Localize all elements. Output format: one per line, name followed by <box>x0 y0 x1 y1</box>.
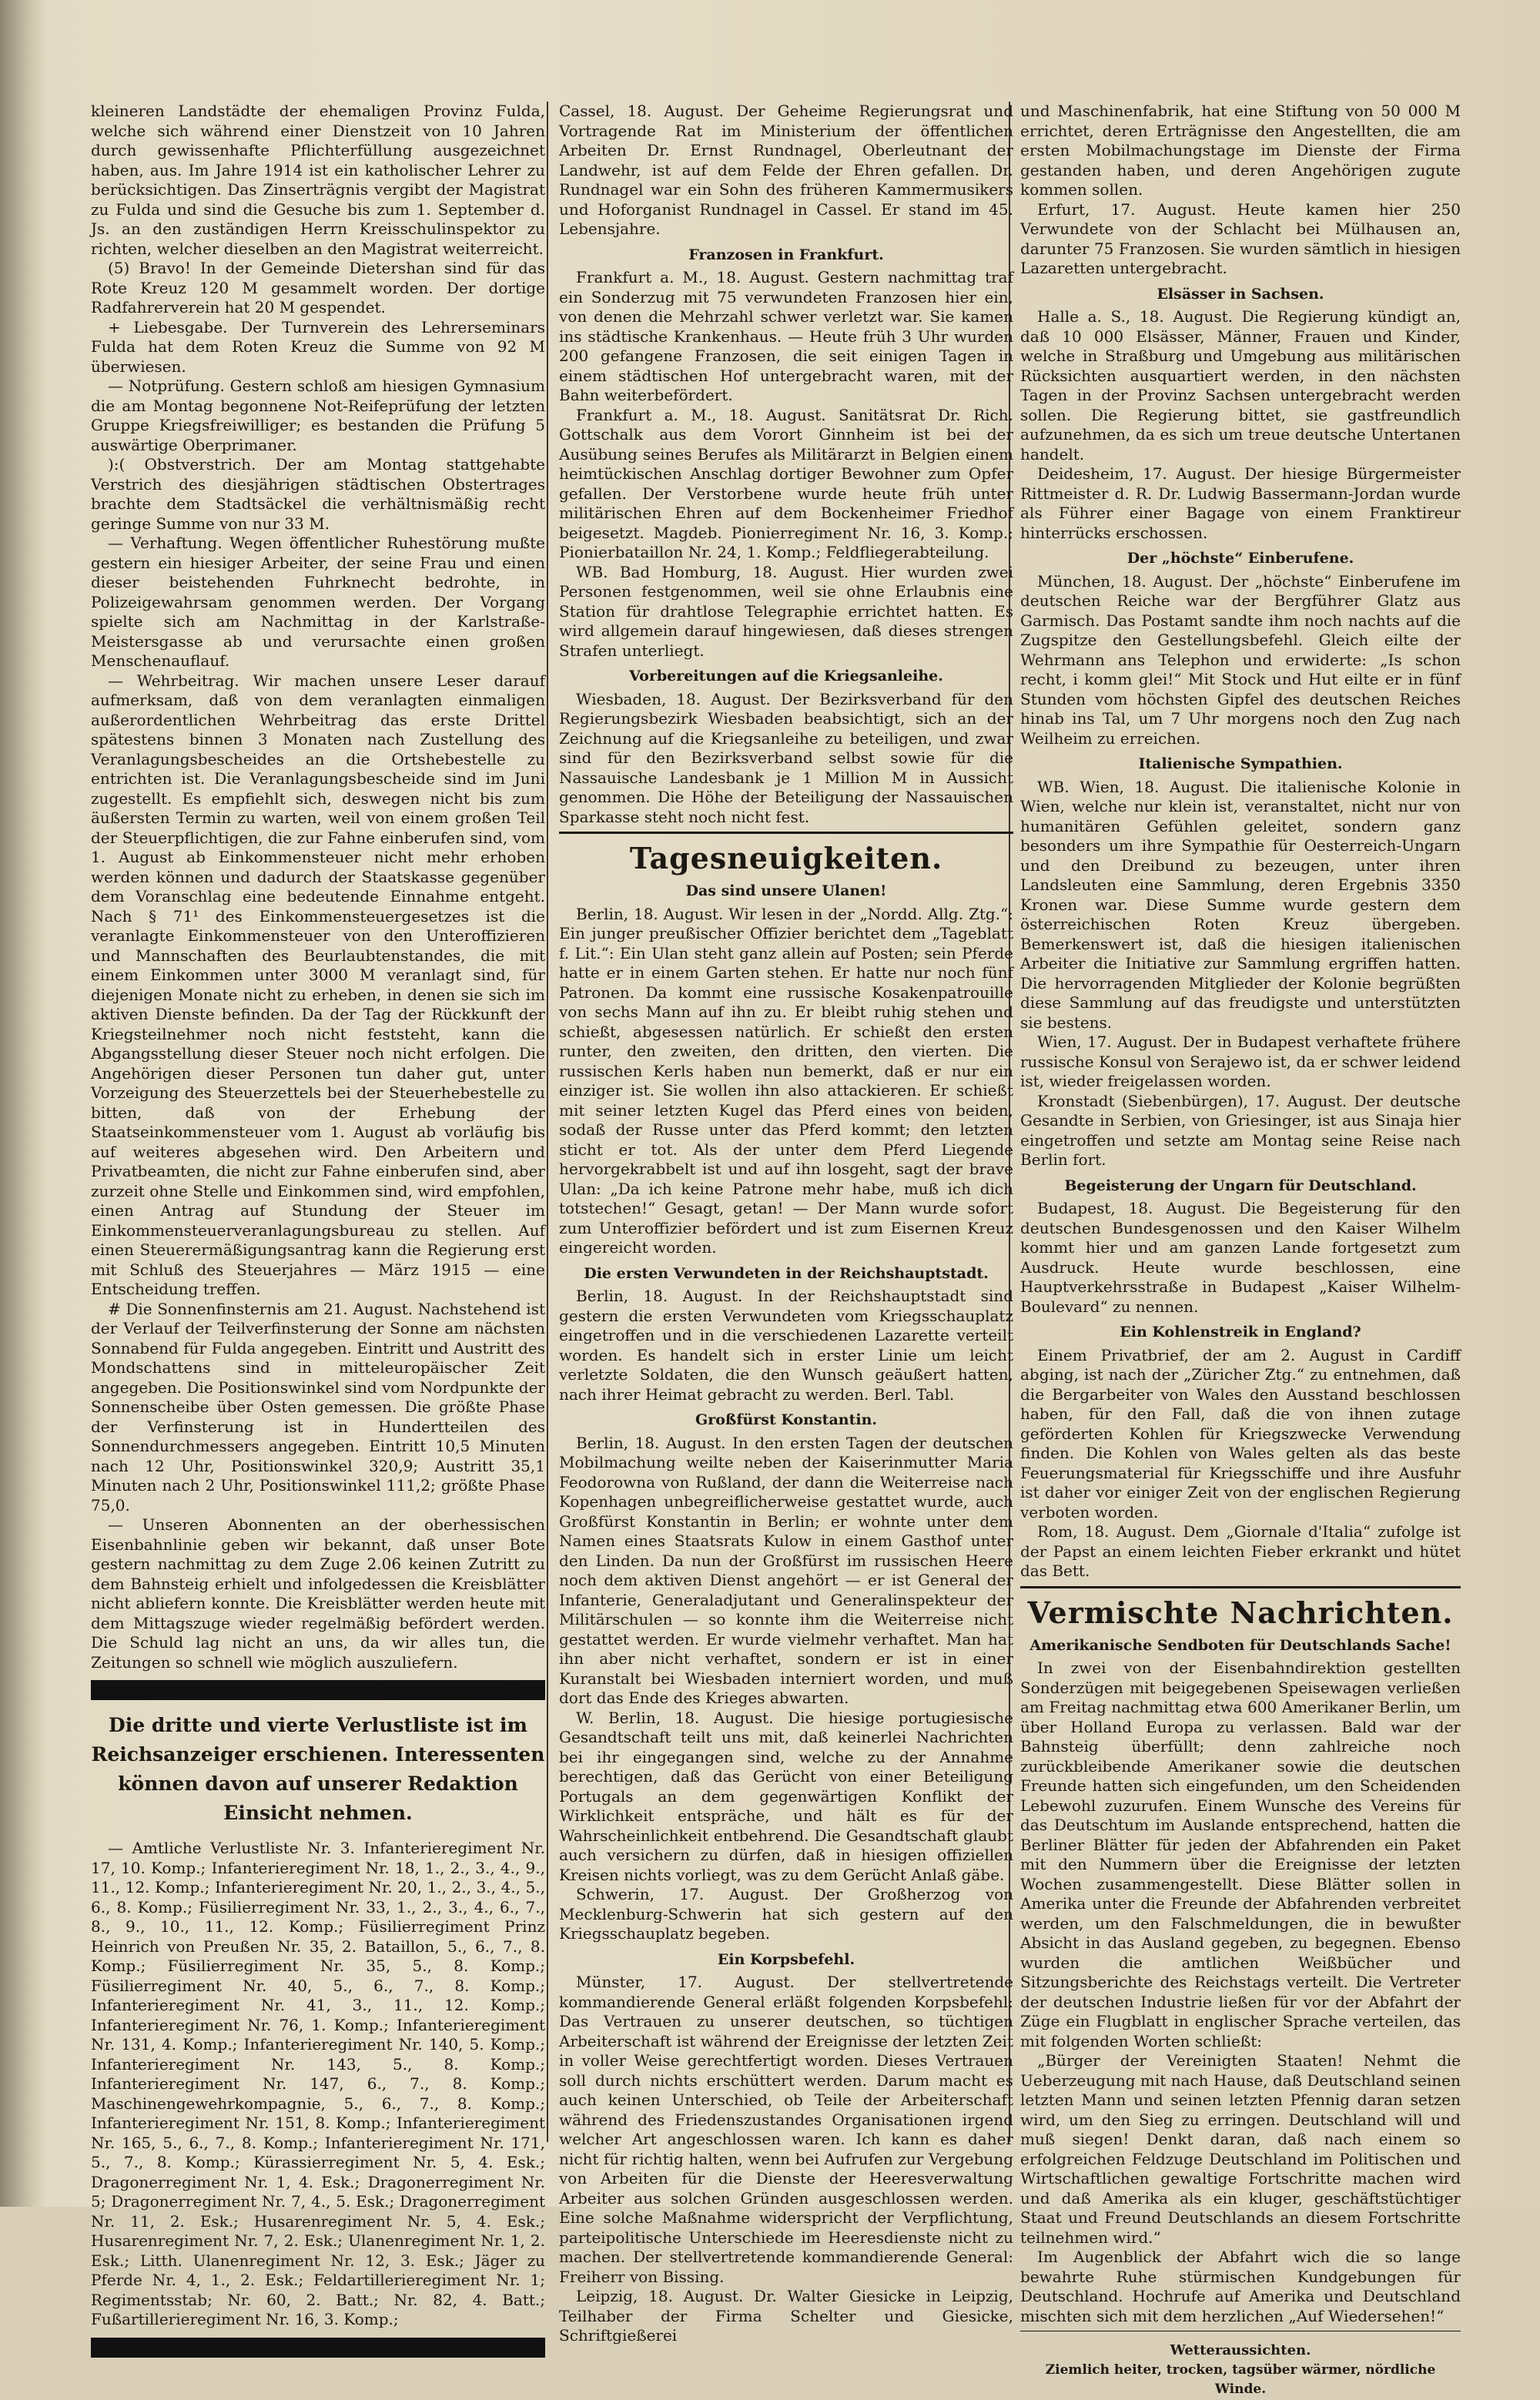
section-heading: Ein Kohlenstreik in England? <box>1120 1324 1361 1341</box>
section-heading: Die ersten Verwundeten in der Reichshauptstadt. <box>584 1264 989 1282</box>
section-heading: Begeisterung der Ungarn für Deutschland. <box>1064 1177 1417 1194</box>
section-heading: Amerikanische Sendboten für Deutschlands Sache! <box>1029 1636 1451 1654</box>
black-bar <box>91 2338 545 2358</box>
section-title-vermischte: Vermischte Nachrichten. <box>1027 1595 1454 1630</box>
rule <box>1020 1586 1461 1588</box>
article-text: WB. Wien, 18. August. Die italienische Kolonie in Wien, welche nur klein ist, veranstaltet, nicht nur von humanitären Gefühlen geleitet, sondern ganz besonders um ihre Sympathie für Oesterreich-Ungarn und den Dreibund zu bezeugen, unter ihren Landsleuten eine Sammlung, deren Ergebnis 3350 Kronen war. Diese Summe wurde gestern dem österreichischen Roten Kreuz übergeben. Bemerkenswert ist, daß die hiesigen italienischen Arbeiter die Initiative zur Sammlung ergriffen hatten. Die hervorragenden Mitglieder der Kolonie begrüßten diese Sammlung auf das freudigste und unterstützten sie bestens. <box>1020 777 1461 1032</box>
article-text: Berlin, 18. August. In der Reichshauptstadt sind gestern die ersten Verwundeten vom Kriegsschauplatz eingetroffen und in die verschiedenen Lazarette verteilt worden. Es handelt sich in erster Linie um leicht verletzte Soldaten, die den Wunsch geäußert hatten, nach ihrer Heimat gebracht zu werden. Berl. Tabl. <box>559 1287 1013 1404</box>
article-text: Schwerin, 17. August. Der Großherzog von Mecklenburg-Schwerin hat sich gestern auf den Kriegsschauplatz begeben. <box>559 1885 1013 1943</box>
section-title-tagesneuigkeiten: Tagesneuigkeiten. <box>629 841 943 875</box>
article-text: Wiesbaden, 18. August. Der Bezirksverband für den Regierungsbezirk Wiesbaden beabsichtigt, sich an der Zeichnung auf die Kriegsanleihe zu beteiligen, und zwar sind für den Bezirksverband selbst sowie für die Nassauische Landesbank je 1 Million M in Aussicht genommen. Die Höhe der Beteiligung der Nassauischen Sparkasse steht noch nicht fest. <box>559 689 1013 826</box>
article-text: Kronstadt (Siebenbürgen), 17. August. Der deutsche Gesandte in Serbien, von Griesinger, ist aus Sinaja hier eingetroffen und setzte am Montag seine Reise nach Berlin fort. <box>1020 1091 1461 1169</box>
article-text: — Notprüfung. Gestern schloß am hiesigen Gymnasium die am Montag begonnene Not-Reifeprüfung der letzten Gruppe Kriegsfreiwilliger; es bestanden die Prüfung 5 auswärtige Oberprimaner. <box>91 377 545 454</box>
article-text: — Unseren Abonnenten an der oberhessischen Eisenbahnlinie geben wir bekannt, daß unser Bote gestern nachmittag zu dem Zuge 2.06 keinen Zutritt zu dem Bahnsteig erhielt und infolgedessen die Kreisblätter nicht abliefern konnte. Die Kreisblätter werden heute mit dem Mittagszuge wieder regelmäßig befördert werden. Die Schuld lag nicht an uns, da wir alles tun, die Zeitungen so schnell wie möglich auszuliefern. <box>91 1515 545 1672</box>
article-text: Im Augenblick der Abfahrt wich die so lange bewahrte Ruhe stürmischen Kundgebungen für Deutschland. Hochrufe auf Amerika und Deutschland mischten sich mit dem herzlichen „Auf Wiedersehen!“ <box>1020 2248 1461 2325</box>
column-right <box>1020 102 1461 2397</box>
article-text: Frankfurt a. M., 18. August. Gestern nachmittag traf ein Sonderzug mit 75 verwundeten Franzosen hier ein, von denen die Mehrzahl schwer verletzt war. Sie kamen ins städtische Krankenhaus. — Heute früh 3 Uhr wurden 200 gefangene Franzosen, die seit einigen Tagen in einem städtischen Hof untergebracht waren, mit der Bahn weiterbefördert. <box>559 268 1013 404</box>
article-text: Einem Privatbrief, der am 2. August in Cardiff abging, ist nach der „Züricher Ztg.“ zu entnehmen, daß die Bergarbeiter von Wales den Ausstand beschlossen haben, für den Fall, daß die von ihnen zutage geförderten Kohlen für Kriegszwecke Verwendung finden. Die Kohlen von Wales gelten als das beste Feuerungsmaterial für Kriegsschiffe und ihre Ausfuhr ist daher vor einiger Zeit von der englischen Regierung verboten worden. <box>1020 1345 1461 1521</box>
binding-shadow <box>0 0 46 2207</box>
article-text: und Maschinenfabrik, hat eine Stiftung von 50 000 M errichtet, deren Erträgnisse den Angestellten, die am ersten Mobilmachungstage im Dienste der Firma gestanden haben, und deren Angehörigen zugute kommen sollen. <box>1020 102 1461 199</box>
article-text: W. Berlin, 18. August. Die hiesige portugiesische Gesandtschaft teilt uns mit, daß keinerlei Nachrichten bei ihr eingegangen sind, welche zu der Annahme berechtigen, daß das Gerücht von einer Beteiligung Portugals an dem gegenwärtigen Konflikt der Wirklichkeit entspräche, und hält es für der Wahrscheinlichkeit entbehrend. Die Gesandtschaft glaubt auch versichern zu dürfen, daß in hiesigen offiziellen Kreisen nichts vorliegt, was zu dem Gerücht Anlaß gäbe. <box>559 1708 1013 1884</box>
black-bar <box>91 1680 545 1700</box>
column-middle <box>559 102 1013 2345</box>
article-text: Berlin, 18. August. In den ersten Tagen der deutschen Mobilmachung weilte neben der Kaiserinmutter Maria Feodorowna von Rußland, der dann die Weiterreise nach Kopenhagen unbegreiflicherweise gestattet wurde, auch Großfürst Konstantin in Berlin; er wohnte unter dem Namen eines Staatsrats Kulow in einem Gasthof unter den Linden. Da nun der Großfürst im russischen Heere noch dem aktiven Dienst angehört — er ist General der Infanterie, Generaladjutant und Generalinspekteur der Militärschulen — so konnte ihm die Weiterreise nicht gestattet werden. Er wurde vielmehr verhaftet. Man hat ihn aber nicht verhaftet, sondern er ist in einer Kuranstalt bei Wiesbaden interniert worden, und muß dort das Ende des Krieges abwarten. <box>559 1433 1013 1707</box>
article-text: Deidesheim, 17. August. Der hiesige Bürgermeister Rittmeister d. R. Dr. Ludwig Bassermann-Jordan wurde als Führer einer Bagage von einem Franktireur hinterrücks erschossen. <box>1020 464 1461 542</box>
section-heading: Das sind unsere Ulanen! <box>685 882 887 899</box>
article-text: Münster, 17. August. Der stellvertretende kommandierende General erläßt folgenden Korpsbefehl: Das Vertrauen zu unserer deutschen, so tüchtigen Arbeiterschaft ist während der Ereignisse der letzten Zeit in voller Weise gerechtfertigt worden. Dieses Vertrauen soll durch nichts erschüttert werden. Darum macht es auch keinen Unterschied, ob Teile der Arbeiterschaft während des Friedenszustandes Organisationen irgend welcher Art angeschlossen waren. Ich kann es daher nicht für richtig halten, wenn bei Aufrufen zur Vergebung von Arbeiten für die Dienste der Heeresverwaltung Arbeiter aus solchen Gründen ausgeschlossen werden. Eine solche Maßnahme widerspricht der Verpflichtung, parteipolitische Unterschiede im Heeresdienste nicht zu machen. Der stellvertretende kommandierende General: Freiherr von Bissing. <box>559 1973 1013 2286</box>
section-heading: Großfürst Konstantin. <box>695 1411 878 1428</box>
column-left <box>91 102 545 2328</box>
weather-title: Wetteraussichten. <box>1170 2342 1311 2358</box>
article-text: Erfurt, 17. August. Heute kamen hier 250 Verwundete von der Schlacht bei Mülhausen an, darunter 75 Franzosen. Sie wurden sämtlich in hiesigen Lazaretten untergebracht. <box>1020 199 1461 277</box>
section-heading: Ein Korpsbefehl. <box>717 1950 855 1968</box>
section-heading: Vorbereitungen auf die Kriegsanleihe. <box>629 668 943 685</box>
article-text: München, 18. August. Der „höchste“ Einberufene im deutschen Reiche war der Bergführer Glatz aus Garmisch. Das Postamt sandte ihm noch nachts auf die Zugspitze den Gestellungsbefehl. Gleich eilte der Wehrmann ans Telephon und erwiderte: „Is schon recht, i komm glei!“ Mit Stock und Hut eilte er in fünf Stunden vom höchsten Gipfel des deutschen Reiches hinab ins Tal, um 7 Uhr morgens noch den Zug nach Weilheim zu erreichen. <box>1020 571 1461 748</box>
article-text: kleineren Landstädte der ehemaligen Provinz Fulda, welche sich während einer Dienstzeit von 10 Jahren durch gewissenhafte Pflichterfüllung ausgezeichnet haben, aus. Im Jahre 1914 ist ein katholischer Lehrer zu berücksichtigen. Das Zinserträgnis vergibt der Magistrat zu Fulda und sind die Gesuche bis zum 1. September d. Js. an den zuständigen Herrn Kreisschulinspektor zu richten, welcher dieselben an den Magistrat weiterreicht. <box>91 102 545 258</box>
article-text: Cassel, 18. August. Der Geheime Regierungsrat und Vortragende Rat im Ministerium der öffentlichen Arbeiten Dr. Ernst Rundnagel, Oberleutnant der Landwehr, ist auf dem Felde der Ehren gefallen. Dr. Rundnagel war ein Sohn des früheren Kammermusikers und Hoforganist Rundnagel in Cassel. Er stand im 45. Lebensjahre. <box>559 102 1013 238</box>
article-text: — Verhaftung. Wegen öffentlicher Ruhestörung mußte gestern ein hiesiger Arbeiter, der seine Frau und einen dieser beistehenden Fuhrknecht bedrohte, in Polizeigewahrsam genommen werden. Der Vorgang spielte sich am Nachmittag in der Karlstraße-Meistersgasse ab und verursachte einen großen Menschenauflauf. <box>91 534 545 670</box>
article-text: Leipzig, 18. August. Dr. Walter Giesicke in Leipzig, Teilhaber der Firma Schelter und Giesicke, Schriftgießerei <box>559 2287 1013 2345</box>
article-text: — Wehrbeitrag. Wir machen unsere Leser darauf aufmerksam, daß von dem veranlagten einmaligen außerordentlichen Wehrbeitrag das erste Drittel spätestens binnen 3 Monaten nach Zustellung des Veranlagungsbescheides an die Ortshebestelle zu entrichten ist. Die Veranlagungsbescheide sind im Juni zugestellt. Es empfiehlt sich, deswegen nicht bis zum äußersten Termin zu warten, weil von einem großen Teil der Steuerpflichtigen, die zur Fahne einberufen sind, vom 1. August ab Einkommensteuer nicht mehr erhoben werden können und dadurch der Staatskasse gegenüber dem Voranschlag eine bedeutende Einnahme entgeht. Nach § 71¹ des Einkommensteuergesetzes ist die veranlagte Einkommensteuer von den Unteroffizieren und Mannschaften des Beurlaubtenstandes, die mit einem Einkommen unter 3000 M veranlagt sind, für diejenigen Monate nicht zu erheben, in denen sie sich im aktiven Dienste befinden. Da der Tag der Rückkunft der Kriegsteilnehmer noch nicht feststeht, kann die Abgangsstellung dieser Steuer noch nicht erfolgen. Die Angehörigen dieser Personen tun daher gut, unter Vorzeigung des Steuerzettels bei der Steuerhebestelle zu bitten, daß von der Erhebung der Staatseinkommensteuer vom 1. August ab vorläufig bis auf weiteres abgesehen wird. Den Arbeitern und Privatbeamten, die nicht zur Fahne einberufen sind, aber zurzeit ohne Stelle und Einkommen sind, wird empfohlen, einen Antrag auf Stundung der Steuer im Einkommensteuerveranlagungsbureau zu stellen. Auf einen Steuerermäßigungsantrag kann die Regierung erst mit Schluß des Steuerjahres — März 1915 — eine Entscheidung treffen. <box>91 671 545 1298</box>
section-heading: Franzosen in Frankfurt. <box>688 246 884 263</box>
article-text: Rom, 18. August. Dem „Giornale d'Italia“ zufolge ist der Papst an einem leichten Fieber erkrankt und hütet das Bett. <box>1020 1522 1461 1580</box>
section-heading: Elsässer in Sachsen. <box>1157 285 1324 303</box>
article-text: — Amtliche Verlustliste Nr. 3. Infanterieregiment Nr. 17, 10. Komp.; Infanterieregiment Nr. 18, 1., 2., 3., 4., 9., 11., 12. Komp.; Infanterieregiment Nr. 20, 1., 2., 3., 4., 5., 6., 8. Komp.; Füsilierregiment Nr. 33, 1., 2., 3., 4., 6., 7., 8., 9., 10., 11., 12. Komp.; Füsilierregiment Prinz Heinrich von Preußen Nr. 35, 2. Bataillon, 5., 6., 7., 8. Komp.; Füsilierregiment Nr. 35, 5., 8. Komp.; Füsilierregiment Nr. 40, 5., 6., 7., 8. Komp.; Infanterieregiment Nr. 41, 3., 11., 12. Komp.; Infanterieregiment Nr. 76, 1. Komp.; Infanterieregiment Nr. 131, 4. Komp.; Infanterieregiment Nr. 140, 5. Komp.; Infanterieregiment Nr. 143, 5., 8. Komp.; Infanterieregiment Nr. 147, 6., 7., 8. Komp.; Maschinengewehrkompagnie, 5., 6., 7., 8. Komp.; Infanterieregiment Nr. 151, 8. Komp.; Infanterieregiment Nr. 165, 5., 6., 7., 8. Komp.; Infanterieregiment Nr. 171, 5., 7., 8. Komp.; Kürassierregiment Nr. 5, 4. Esk.; Dragonerregiment Nr. 1, 4. Esk.; Dragonerregiment Nr. 5; Dragonerregiment Nr. 7, 4., 5. Esk.; Dragonerregiment Nr. 11, 2. Esk.; Husarenregiment Nr. 5, 4. Esk.; Husarenregiment Nr. 7, 2. Esk.; Ulanenregiment Nr. 1, 2. Esk.; Litth. Ulanenregiment Nr. 12, 3. Esk.; Jäger zu Pferde Nr. 4, 1., 2. Esk.; Feldartillerieregiment Nr. 1; Regimentsstab; Nr. 60, 2. Batt.; Nr. 82, 4. Batt.; Fußartillerieregiment Nr. 16, 3. Komp.; <box>91 1839 545 2328</box>
article-text: + Liebesgabe. Der Turnverein des Lehrerseminars Fulda hat dem Roten Kreuz die Summe von 92 M überwiesen. <box>91 317 545 376</box>
article-text: # Die Sonnenfinsternis am 21. August. Nachstehend ist der Verlauf der Teilverfinsterung der Sonne am nächsten Sonnabend für Fulda angegeben. Eintritt und Austritt des Mondschattens sind in mitteleuropäischer Zeit angegeben. Die Positionswinkel sind vom Nordpunkte der Sonnenscheibe über Osten gemessen. Die größte Phase der Verfinsterung ist in Hundertteilen des Sonnendurchmessers angegeben. Eintritt 10,5 Minuten nach 12 Uhr, Positionswinkel 320,9; Austritt 35,1 Minuten nach 2 Uhr, Positionswinkel 111,2; größte Phase 75,0. <box>91 1299 545 1515</box>
article-text: Budapest, 18. August. Die Begeisterung für den deutschen Bundesgenossen und den Kaiser Wilhelm kommt hier und am ganzen Lande fortgesetzt zum Ausdruck. Heute wurde beschlossen, eine Hauptverkehrsstraße in Budapest „Kaiser Wilhelm-Boulevard“ zu nennen. <box>1020 1199 1461 1316</box>
article-text: In zwei von der Eisenbahndirektion gestellten Sonderzügen mit beigegebenen Speisewagen verließen am Freitag nachmittag etwa 600 Amerikaner Berlin, um über Holland Europa zu verlassen. Bald war der Bahnsteig überfüllt; denn zahlreiche noch zurückbleibende Amerikaner sowie die deutschen Freunde hatten sich eingefunden, um den Scheidenden Lebewohl zuzurufen. Einem Wunsche des Vereins für das Deutschtum im Auslande entsprechend, hatten die Berliner Blätter für jeden der Abfahrenden ein Paket mit den Nummern über die Ereignisse der letzten Wochen zusammengestellt. Diese Blätter sollen in Amerika unter die Freunde der Abfahrenden verbreitet werden, um den Falschmeldungen, die in bewußter Absicht in das Ausland gegeben, zu begegnen. Ebenso wurden die amtlichen Weißbücher und Sitzungsberichte des Reichstags verteilt. Die Vertreter der deutschen Industrie ließen für vor der Abfahrt der Züge ein Flugblatt in englischer Sprache verteilen, das mit folgenden Worten schließt: <box>1020 1659 1461 2050</box>
rule <box>559 832 1013 834</box>
weather-text: Ziemlich heiter, trocken, tagsüber wärmer, nördliche Winde. <box>1045 2362 1436 2397</box>
article-text: ):( Obstverstrich. Der am Montag stattgehabte Verstrich des diesjährigen städtischen Obstertrages brachte dem Stadtsäckel die verhältnismäßig recht geringe Summe von nur 33 M. <box>91 455 545 533</box>
article-text: Halle a. S., 18. August. Die Regierung kündigt an, daß 10 000 Elsässer, Männer, Frauen und Kinder, welche in Straßburg und Umgebung aus militärischen Rücksichten ausquartiert werden, in den nächsten Tagen in der Provinz Sachsen untergebracht werden sollen. Die Regierung bittet, sie gastfreundlich aufzunehmen, da es sich um treue deutsche Untertanen handelt. <box>1020 307 1461 464</box>
article-text: Wien, 17. August. Der in Budapest verhaftete frühere russische Konsul von Serajewo ist, da er schwer leidend ist, wieder freigelassen worden. <box>1020 1033 1461 1090</box>
article-text: Frankfurt a. M., 18. August. Sanitätsrat Dr. Rich. Gottschalk aus dem Vorort Ginnheim ist bei der Ausübung seines Berufes als Militärarzt in Belgien einem heimtückischen Anschlag dortiger Bewohner zum Opfer gefallen. Der Verstorbene wurde heute früh unter militärischen Ehren auf dem Bockenheimer Friedhof beigesetzt. Magdeb. Pionierregiment Nr. 16, 3. Komp.; Pionierbataillon Nr. 24, 1. Komp.; Feldfliegerabteilung. <box>559 405 1013 561</box>
article-text: Berlin, 18. August. Wir lesen in der „Nordd. Allg. Ztg.“: Ein junger preußischer Offizier berichtet dem „Tageblatt f. Lit.“: Ein Ulan steht ganz allein auf Posten; sein Pferde hatte er in einem Garten stehen. Er hatte nur noch fünf Patronen. Da kommt eine russische Kosakenpatrouille von sechs Mann auf ihn zu. Er bleibt ruhig stehen und schießt, abgesessen natürlich. Er schießt den ersten runter, den zweiten, den dritten, den vierten. Die russischen Kerls haben nun bemerkt, daß er nur ein einziger ist. Sie wollen ihn also attackieren. Er schießt mit seiner letzten Kugel das Pferd eines von beiden, sodaß der Russe unter das Pferd kommt; den letzten sticht er tot. Als der unter dem Pferd Liegende hervorgekrabbelt ist und auf ihn losgeht, sagt der brave Ulan: „Da ich keine Patrone mehr habe, muß ich dich totstechen!“ Gesagt, getan! — Der Mann wurde sofort zum Unteroffizier befördert und ist zum Eisernen Kreuz eingereicht worden. <box>559 904 1013 1257</box>
article-text: WB. Bad Homburg, 18. August. Hier wurden zwei Personen festgenommen, weil sie ohne Erlaubnis eine Station für drahtlose Telegraphie errichtet hatten. Es wird allgemein darauf hingewiesen, daß dieses strengen Strafen unterliegt. <box>559 562 1013 660</box>
section-heading: Italienische Sympathien. <box>1138 755 1343 772</box>
section-heading: Der „höchste“ Einberufene. <box>1127 550 1354 567</box>
article-text: (5) Bravo! In der Gemeinde Dietershan sind für das Rote Kreuz 120 M gesammelt worden. Der dortige Radfahrerverein hat 20 M gespendet. <box>91 259 545 316</box>
notice-verlustliste: Die dritte und vierte Verlustliste ist im Reichsanzeiger erschienen. Interessenten können davon auf unserer Redaktion Einsicht nehmen. <box>91 1714 545 1824</box>
column-divider <box>547 102 548 2142</box>
article-text: „Bürger der Vereinigten Staaten! Nehmt die Ueberzeugung mit nach Hause, daß Deutschland seinen letzten Mann und seinen letzten Pfennig daran setzen wird, um den Sieg zu erringen. Deutschland will und muß siegen! Denkt daran, daß nach einem so erfolgreichen Feldzuge Deutschland im Politischen und Wirtschaftlichen gewaltige Fortschritte machen wird und daß Amerika als ein kluger, geschäftstüchtiger Staat und Freund Deutschlands an diesem Fortschritte teilnehmen wird.“ <box>1020 2051 1461 2247</box>
